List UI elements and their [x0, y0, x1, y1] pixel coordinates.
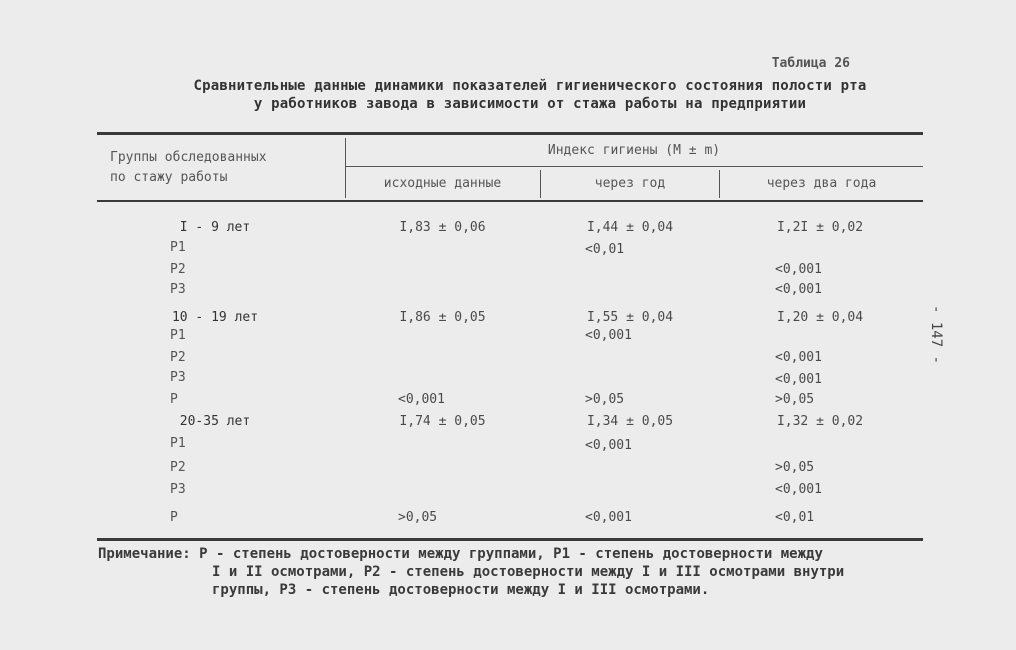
value-initial: I,83 ± 0,06 — [399, 220, 486, 235]
value-after-year: I,55 ± 0,04 — [586, 310, 674, 325]
p-value-after-two-years: <0,001 — [775, 482, 822, 497]
p-value-after-year: <0,01 — [585, 242, 625, 257]
p-value-initial: >0,05 — [398, 510, 438, 525]
group-label: 10 - 19 лет — [171, 310, 259, 325]
table-caption-line-2: у работников завода в зависимости от стажа работы на предприятии — [253, 96, 807, 112]
value-after-two-years: I,32 ± 0,02 — [776, 414, 864, 429]
value-initial: I,86 ± 0,05 — [399, 310, 486, 325]
header-groups-line-2: по стажу работы — [110, 170, 228, 185]
value-after-two-years: I,2I ± 0,02 — [776, 220, 864, 235]
p-value-after-two-years: <0,001 — [775, 282, 822, 297]
p-value-after-two-years: <0,001 — [775, 262, 822, 277]
p-value-after-two-years: >0,05 — [775, 392, 815, 407]
p-label: P1 — [170, 436, 186, 451]
p-label: P — [170, 392, 178, 407]
p-value-after-year: >0,05 — [585, 392, 625, 407]
table-note-line-1: Примечание: P - степень достоверности между группами, P1 - степень достоверности между — [98, 546, 823, 562]
header-bottom-rule — [97, 200, 923, 202]
p-value-initial: <0,001 — [398, 392, 445, 407]
p-label: P3 — [170, 482, 186, 497]
page-number: - 147 - — [928, 305, 944, 365]
value-after-year: I,44 ± 0,04 — [586, 220, 674, 235]
p-label: P2 — [170, 350, 186, 365]
value-initial: I,74 ± 0,05 — [399, 414, 486, 429]
p-value-after-two-years: >0,05 — [775, 460, 815, 475]
p-value-after-year: <0,001 — [585, 438, 632, 453]
group-label: 20-35 лет — [179, 414, 251, 429]
p-label: P1 — [170, 328, 186, 343]
table-note-line-2: I и II осмотрами, P2 - степень достоверности между I и III осмотрами внутри — [212, 564, 845, 580]
header-hygiene-index: Индекс гигиены (M ± m) — [547, 143, 721, 158]
table-caption-line-1: Сравнительные данные динамики показателей гигиенического состояния полости рта — [193, 78, 867, 94]
header-initial-data: исходные данные — [383, 176, 502, 191]
table-note-line-3: группы, P3 - степень достоверности между I и III осмотрами. — [212, 582, 710, 598]
p-value-after-two-years: <0,001 — [775, 372, 822, 387]
p-label: P3 — [170, 370, 186, 385]
p-value-after-year: <0,001 — [585, 510, 632, 525]
p-label: P1 — [170, 240, 186, 255]
p-value-after-two-years: <0,001 — [775, 350, 822, 365]
p-value-after-two-years: <0,01 — [775, 510, 815, 525]
table-bottom-rule — [97, 538, 923, 541]
value-after-year: I,34 ± 0,05 — [586, 414, 674, 429]
p-label: P2 — [170, 262, 186, 277]
table-number: Таблица 26 — [771, 56, 850, 71]
value-after-two-years: I,20 ± 0,04 — [776, 310, 864, 325]
header-sub-rule — [345, 166, 923, 167]
p-label: P2 — [170, 460, 186, 475]
p-value-after-year: <0,001 — [585, 328, 632, 343]
header-groups-line-1: Группы обследованных — [110, 150, 267, 165]
header-after-year: через год — [594, 176, 666, 191]
table-top-rule — [97, 132, 923, 135]
p-label: P — [170, 510, 178, 525]
header-after-two-years: через два года — [766, 176, 877, 191]
group-label: I - 9 лет — [179, 220, 251, 235]
p-label: P3 — [170, 282, 186, 297]
